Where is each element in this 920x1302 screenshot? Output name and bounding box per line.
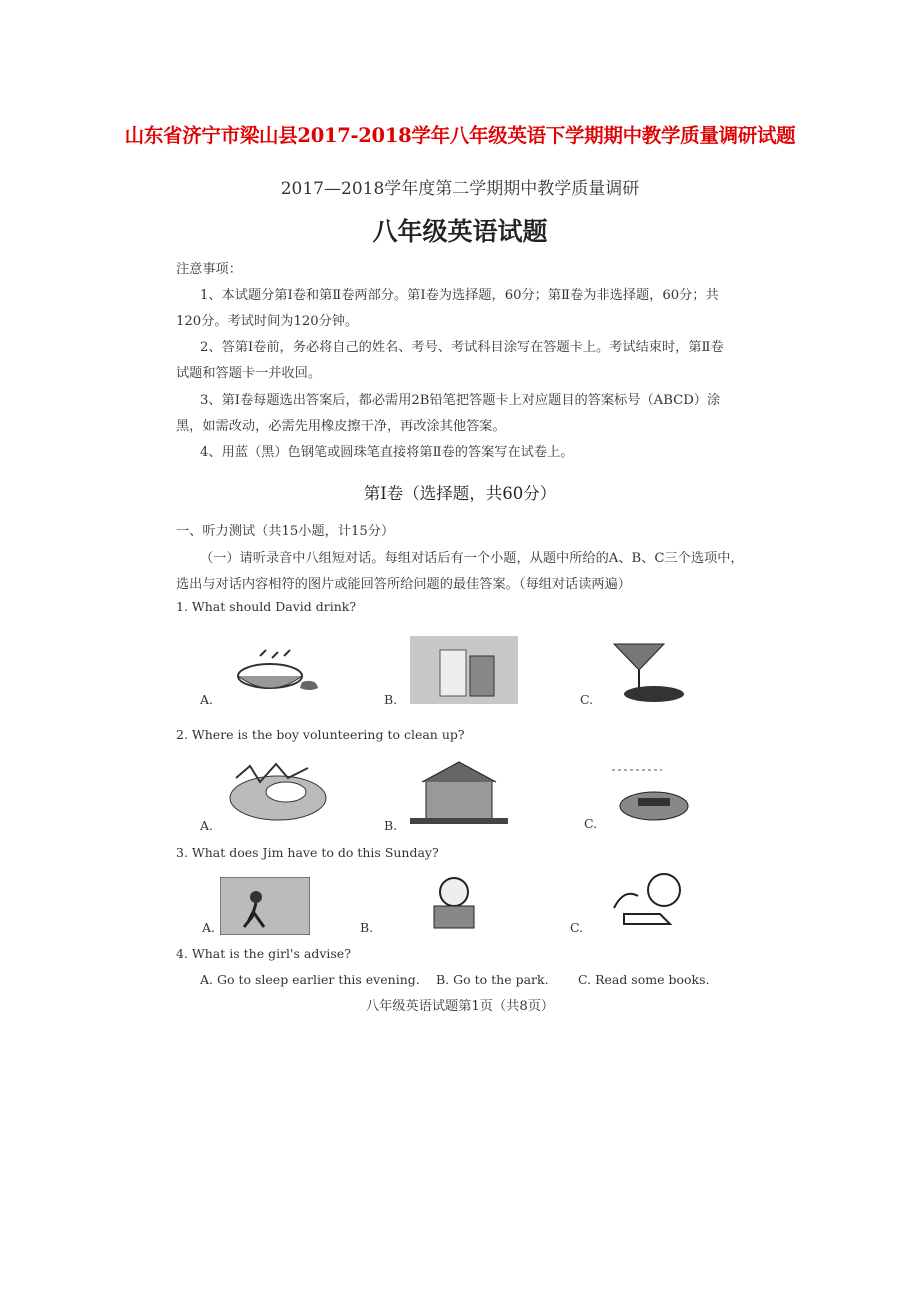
option-b[interactable]: B. (384, 818, 398, 833)
instruction: 选出与对话内容相符的图片或能回答所给问题的最佳答案。（每组对话读两遍） (176, 577, 631, 592)
question-3: 3. What does Jim have to do this Sunday? (176, 845, 439, 860)
note-line: 2、答第Ⅰ卷前，务必将自己的姓名、考号、考试科目涂写在答题卡上。考试结束时，第Ⅱ卷 (200, 340, 724, 355)
note-line: 试题和答题卡一并收回。 (176, 366, 322, 381)
instruction: （一）请听录音中八组短对话。每组对话后有一个小题，从题中所给的A、B、C三个选项中， (200, 551, 744, 566)
notes-heading: 注意事项： (176, 262, 242, 277)
option-c[interactable]: C. (584, 816, 598, 831)
option-a[interactable]: A. (202, 920, 216, 935)
boy-image (418, 872, 492, 934)
school-image (410, 756, 508, 826)
option-a[interactable]: A. (200, 818, 214, 833)
plate-image (612, 762, 692, 824)
option-b[interactable]: B. Go to the park. (436, 972, 549, 987)
option-b[interactable]: B. (384, 692, 398, 707)
running-image (220, 877, 310, 935)
option-c[interactable]: C. (570, 920, 584, 935)
question-1: 1. What should David drink? (176, 599, 357, 614)
note-line: 3、第Ⅰ卷每题选出答案后，都必需用2B铅笔把答题卡上对应题目的答案标号（ABCD）涂 (200, 393, 721, 408)
option-c[interactable]: C. Read some books. (578, 972, 710, 987)
note-line: 1、本试题分第Ⅰ卷和第Ⅱ卷两部分。第Ⅰ卷为选择题，60分；第Ⅱ卷为非选择题，60分；共 (200, 288, 719, 303)
part-heading: 一、听力测试（共15小题，计15分） (176, 524, 395, 539)
option-a[interactable]: A. (200, 692, 214, 707)
note-line: 黑，如需改动，必需先用橡皮擦干净，再改涂其他答案。 (176, 419, 506, 434)
option-c[interactable]: C. (580, 692, 594, 707)
tea-cup-image (232, 648, 322, 696)
zoo-image (226, 758, 330, 824)
exam-title: 八年级英语试题 (372, 217, 548, 246)
option-a[interactable]: A. Go to sleep earlier this evening. (200, 972, 420, 987)
red-title: 山东省济宁市梁山县2017-2018学年八年级英语下学期期中教学质量调研试题 (124, 124, 796, 147)
option-b[interactable]: B. (360, 920, 374, 935)
note-line: 4、用蓝（黑）色钢笔或圆珠笔直接将第Ⅱ卷的答案写在试卷上。 (200, 445, 574, 460)
cocktail-image (604, 634, 690, 704)
page-footer: 八年级英语试题第1页（共8页） (365, 999, 555, 1014)
homework-image (604, 868, 694, 934)
note-line: 120分。考试时间为120分钟。 (176, 314, 359, 329)
question-4: 4. What is the girl's advise? (176, 946, 351, 961)
milk-bottle-image (410, 636, 518, 704)
exam-subtitle: 2017—2018学年度第二学期期中教学质量调研 (280, 179, 640, 199)
question-2: 2. Where is the boy volunteering to clean up? (176, 727, 465, 742)
section-title: 第Ⅰ卷（选择题，共60分） (363, 484, 557, 503)
